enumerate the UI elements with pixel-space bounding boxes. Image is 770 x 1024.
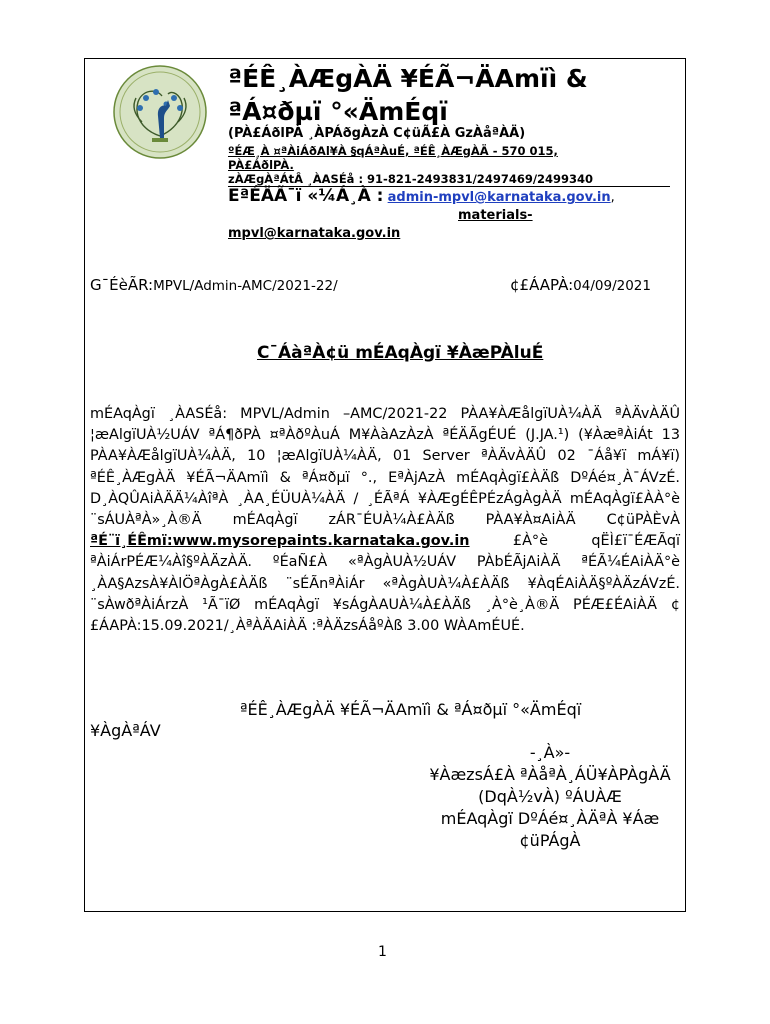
org-address: ºÉÆ¸À ¤ªÀiÁðAl¥À §qÁªÀuÉ, ªÉÊ¸ÀÆgÀÄ - 570 015, PÀ£ÁðlPÀ. <box>228 144 558 172</box>
reference-label: G¯ÉèÃR: <box>90 276 154 294</box>
signatory-title-2: (DqÀ½vÀ) ºÁUÀÆ <box>478 787 622 806</box>
signature-org-line: ªÉÊ¸ÀÆgÀÄ ¥ÉÃ¬ÄAmïì & ªÁ¤ðµï °«ÄmÉqï <box>240 700 582 719</box>
signatory-title-3: mÉAqÀgï DºÁé¤¸ÀÄªÀ ¥Áæ <box>440 809 660 828</box>
notice-heading: C¯ÁàªÀ¢ü mÉAqÀgï ¥ÀæPÀluÉ <box>257 343 544 363</box>
email-link-admin[interactable]: admin-mpvl@karnataka.gov.in <box>387 190 611 205</box>
reference-number <box>90 276 338 294</box>
email-separator: , <box>610 190 615 205</box>
org-phone: zÀÆgÀªÁtÂ ¸ÀASÉå : 91-821-2493831/2497469/2499340 <box>228 172 670 187</box>
reference-value: MPVL/Admin-AMC/2021-22/ <box>153 278 338 294</box>
page-number: 1 <box>378 944 387 960</box>
email-label: EªÉÄÃ¯ï «¼Á¸À : <box>228 186 384 206</box>
notice-body <box>90 404 680 637</box>
email-link-materials-part2[interactable]: mpvl@karnataka.gov.in <box>228 226 401 241</box>
body-text-part1: mÉAqÀgï ¸ÀASÉå: MPVL/Admin –AMC/2021-22 PÀA¥ÀÆålgïUÀ¼ÀÄ ªÀÄvÀÄÛ ¦æAlgïUÀ½UÁV ªÁ¶ðPÀ ¤ªÀðºÀuÁ M¥ÀàAzÀzÀ ªÉÄÃgÉUÉ (J.JA.¹) (¥ÀæªÀiÁt 13 PÀA¥ÀÆålgïUÀ¼ÀÄ, 10 ¦æAlgïUÀ¼ÀÄ, 01 Server ªÀÄvÀÄÛ 02 ¯Áå¥ï mÁ¥ï) ªÉÊ¸ÀÆgÀÄ ¥ÉÃ¬ÄAmïì & ªÁ¤ðµï °., EªÀjAzÀ mÉAqÀgï£ÀÄß DºÁé¤¸À¯ÁVzÉ. D¸ÀQÛAiÀÄÄ¼ÀîªÀ ¸ÀA¸ÉÜUÀ¼ÀÄ / ¸ÉÃªÁ ¥ÀÆgÉÊPÉzÁgÀgÀÄ mÉAqÀgï£ÀÀ°è ¨sÁUÀªÀ»¸À®Ä mÉAqÀgï zÁR¯ÉUÀ¼À£ÀÄß PÀA¥À¤AiÀÄ C¢üPÀÈvÀ <box>90 406 680 529</box>
email-link-materials-part1[interactable]: materials- <box>458 208 533 223</box>
body-text-part2: £À°è qËÌ£ï¯ÉÆÃqï ªÀiÁrPÉÆ¼Àî§ºÀÄzÀÄ. ºÉaÑ£À «ªÀgÀUÀ½UÁV PÀbÉÃjAiÀÄ ªÉÃ¼ÉAiÀÄ°è ¸ÀA§AzsÀ¥ÀlÖªÀgÀ£ÀÄß ¨sÉÃnªÀiÁr «ªÀgÀUÀ¼À£ÀÄß ¥ÀqÉAiÀÄ§ºÀÄzÁVzÉ. ¨sÀwðªÀiÁrzÀ ¹Ã¯ïØ mÉAqÀgï ¥sÁgÀAUÀ¼À£ÀÄß ¸À°è¸À®Ä PÉÆ£ÉAiÀÄ ¢£ÁAPÀ:15.09.2021/¸ÀªÀÄAiÀÄ :ªÀÄzsÁåºÀß 3.00 WÀAmÉUÉ. <box>90 533 680 635</box>
org-title: ªÉÊ¸ÀÆgÀÄ ¥ÉÃ¬ÄAmïì & ªÁ¤ðµï °«ÄmÉqï <box>228 64 588 126</box>
signature-block <box>400 742 700 852</box>
signatory-title-4: ¢üPÁgÀ <box>519 831 581 850</box>
date-label: ¢£ÁAPÀ: <box>510 276 574 294</box>
signature-mark: -¸À»- <box>529 743 571 762</box>
email-line <box>228 188 668 206</box>
website-link[interactable]: ªÉ¨ï¸ÉÊmï:www.mysorepaints.karnataka.gov.in <box>90 533 470 550</box>
date-value: 04/09/2021 <box>573 278 651 294</box>
org-subtitle: (PÀ£ÁðlPÀ ¸ÀPÁðgÀzÀ C¢üÃ£À GzÀåªÀÄ) <box>228 126 526 141</box>
signature-behalf-line: ¥ÀgÀªÁV <box>90 721 161 740</box>
signatory-title-1: ¥ÀæzsÁ£À ªÀåªÀ¸ÁÜ¥ÀPÀgÀÄ <box>429 765 671 784</box>
peacock-emblem-icon <box>112 64 208 160</box>
document-date <box>510 276 651 294</box>
